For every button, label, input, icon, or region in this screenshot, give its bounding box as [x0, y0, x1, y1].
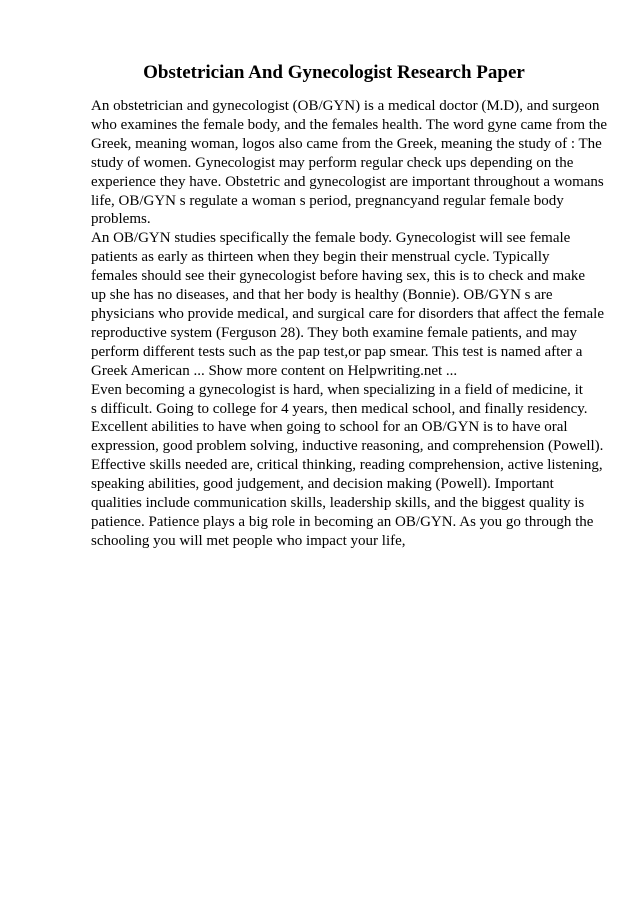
body-line: Even becoming a gynecologist is hard, when specializing in a field of medicine, it — [91, 381, 583, 398]
body-line: study of women. Gynecologist may perform regular check ups depending on the — [91, 154, 574, 171]
show-more-line[interactable]: Greek American ... Show more content on Helpwriting.net ... — [91, 362, 458, 379]
body-line: experience they have. Obstetric and gynecologist are important throughout a womans — [91, 173, 604, 190]
body-line: reproductive system (Ferguson 28). They both examine female patients, and may — [91, 324, 577, 341]
body-line: patience. Patience plays a big role in becoming an OB/GYN. As you go through the — [91, 513, 594, 530]
body-line: Greek, meaning woman, logos also came from the Greek, meaning the study of : The — [91, 135, 602, 152]
body-line: problems. — [91, 211, 151, 228]
body-line: qualities include communication skills, leadership skills, and the biggest quality is — [91, 495, 585, 512]
body-line: up she has no diseases, and that her body is healthy (Bonnie). OB/GYN s are — [91, 287, 553, 304]
page-title: Obstetrician And Gynecologist Research Paper — [143, 62, 525, 83]
body-line: who examines the female body, and the females health. The word gyne came from the — [91, 116, 608, 133]
body-line: perform different tests such as the pap test,or pap smear. This test is named after a — [91, 343, 583, 360]
body-line: speaking abilities, good judgement, and decision making (Powell). Important — [91, 476, 554, 493]
body-line: females should see their gynecologist before having sex, this is to check and make — [91, 268, 586, 285]
body-line: physicians who provide medical, and surgical care for disorders that affect the female — [91, 305, 605, 322]
document-body — [91, 97, 631, 551]
body-line: schooling you will met people who impact your life, — [91, 532, 406, 549]
body-line: expression, good problem solving, inductive reasoning, and comprehension (Powell). — [91, 438, 604, 455]
body-line: An obstetrician and gynecologist (OB/GYN) is a medical doctor (M.D), and surgeon — [91, 98, 600, 114]
body-line: An OB/GYN studies specifically the female body. Gynecologist will see female — [91, 230, 571, 247]
body-line: patients as early as thirteen when they begin their menstrual cycle. Typically — [91, 249, 550, 266]
body-line: Excellent abilities to have when going to school for an OB/GYN is to have oral — [91, 419, 568, 436]
body-line: life, OB/GYN s regulate a woman s period, pregnancyand regular female body — [91, 192, 564, 209]
body-line: s difficult. Going to college for 4 years, then medical school, and finally residency. — [91, 400, 588, 417]
body-line: Effective skills needed are, critical thinking, reading comprehension, active listening, — [91, 457, 603, 474]
